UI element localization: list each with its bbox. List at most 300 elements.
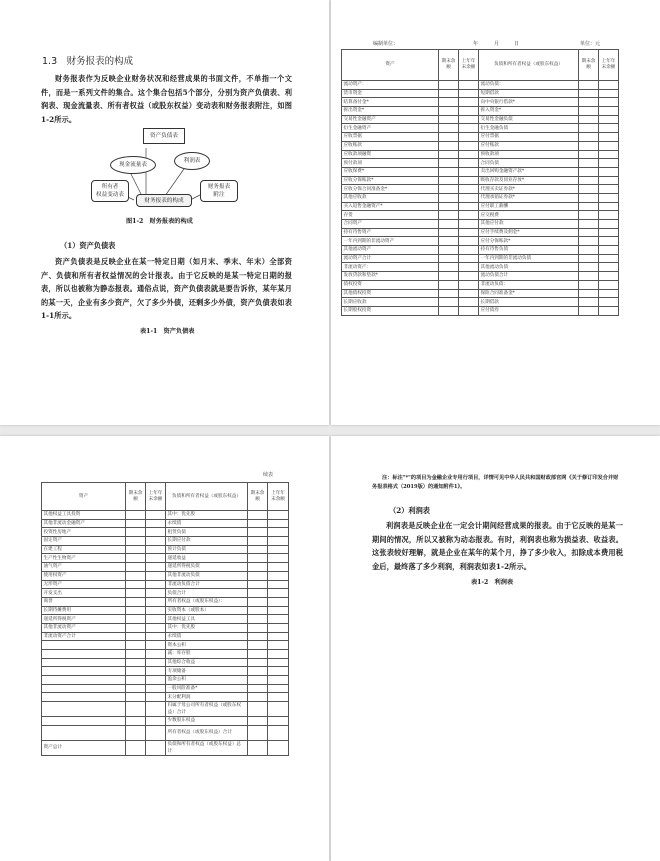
amount-cell	[268, 693, 289, 702]
asset-cell: 固定资产	[42, 537, 126, 546]
amount-cell	[248, 537, 268, 546]
amount-cell	[459, 254, 479, 263]
amount-cell	[146, 528, 166, 537]
amount-cell	[248, 717, 268, 726]
amount-cell	[579, 298, 599, 307]
continued-label: 续表	[263, 472, 274, 478]
amount-cell	[248, 667, 268, 676]
amount-cell	[599, 254, 619, 263]
amount-cell	[146, 725, 166, 740]
balance-sheet-table-continued	[41, 482, 289, 756]
liability-cell: 一般风险准备*	[166, 684, 248, 693]
amount-cell	[146, 740, 166, 755]
asset-cell: 预付款项	[342, 159, 439, 168]
amount-cell	[579, 237, 599, 246]
equity-change-node: 所有者 权益变动表	[91, 180, 129, 202]
body-paragraph: 资产负债表是反映企业在某一特定日期（如月末、季末、年末）全部资产、负债和所有者权益情况的会计报表。由于它反映的是某一特定日期的报表，所以也被称为静态报表。通俗点说，资产负债表就是要告诉你，某年某月的某一天，企业有多少资产，欠了多少外债，还剩多少外债，资产负债表如表1-1所示。	[41, 257, 292, 321]
amount-cell	[126, 606, 146, 615]
asset-cell	[42, 650, 126, 659]
liability-cell: 负债和所有者权益（或股东权益）总计	[166, 740, 248, 755]
amount-cell	[459, 107, 479, 116]
amount-cell	[599, 289, 619, 298]
amount-cell	[439, 306, 459, 315]
amount-cell	[579, 280, 599, 289]
liability-cell: 代理买卖证券款*	[479, 185, 579, 194]
day-label: 日	[514, 41, 520, 47]
liability-cell: 拆入资金*	[479, 107, 579, 116]
asset-cell: 存货	[342, 211, 439, 220]
asset-cell: 非流动资产：	[342, 263, 439, 272]
liability-cell: 衍生金融负债	[479, 124, 579, 133]
asset-cell: 其他债权投资	[342, 289, 439, 298]
amount-cell	[268, 740, 289, 755]
table-row	[342, 237, 619, 246]
amount-cell	[459, 211, 479, 220]
amount-cell	[579, 115, 599, 124]
table-row	[42, 650, 289, 659]
liability-cell: 应付票据	[479, 133, 579, 142]
amount-cell	[439, 167, 459, 176]
asset-cell: 流动资产合计	[342, 254, 439, 263]
asset-cell	[42, 702, 126, 717]
asset-cell	[42, 658, 126, 667]
table-row	[342, 298, 619, 307]
liability-cell: 盈余公积	[166, 676, 248, 685]
amount-cell	[126, 717, 146, 726]
amount-cell	[439, 98, 459, 107]
amount-cell	[248, 597, 268, 606]
amount-cell	[248, 676, 268, 685]
amount-cell	[248, 623, 268, 632]
table-row	[42, 667, 289, 676]
amount-cell	[268, 725, 289, 740]
amount-cell	[268, 641, 289, 650]
asset-cell: 其他流动资产	[342, 246, 439, 255]
amount-cell	[599, 159, 619, 168]
table-row	[342, 115, 619, 124]
amount-cell	[268, 589, 289, 598]
liability-cell: 吸收存款及同业存放*	[479, 176, 579, 185]
asset-cell: 长期待摊费用	[42, 606, 126, 615]
liability-cell: 短期借款	[479, 89, 579, 98]
amount-cell	[459, 246, 479, 255]
amount-cell	[126, 641, 146, 650]
amount-cell	[146, 597, 166, 606]
table-row	[42, 580, 289, 589]
asset-cell: 其他应收款	[342, 193, 439, 202]
amount-cell	[599, 81, 619, 90]
asset-cell: 油气资产	[42, 563, 126, 572]
liability-cell: 少数股东权益	[166, 717, 248, 726]
liability-cell: 代理承销证券款*	[479, 193, 579, 202]
amount-cell	[459, 220, 479, 229]
amount-cell	[146, 589, 166, 598]
table-row	[342, 228, 619, 237]
figure-caption: 图1-2 财务报表的构成	[126, 218, 193, 225]
amount-cell	[439, 237, 459, 246]
liability-cell: 实收资本（或股本）	[166, 606, 248, 615]
liability-cell: 递延所得税负债	[166, 563, 248, 572]
table-row	[342, 193, 619, 202]
amount-cell	[579, 193, 599, 202]
table-row	[42, 717, 289, 726]
liability-cell: 其他综合收益	[166, 658, 248, 667]
amount-cell	[459, 298, 479, 307]
table-row	[342, 167, 619, 176]
amount-cell	[268, 632, 289, 641]
amount-cell	[268, 519, 289, 528]
asset-cell: 递延所得税资产	[42, 615, 126, 624]
page-1	[0, 0, 329, 425]
amount-cell	[439, 289, 459, 298]
amount-cell	[126, 702, 146, 717]
table-row	[42, 740, 289, 755]
amount-cell	[579, 263, 599, 272]
amount-cell	[579, 167, 599, 176]
asset-cell: 应收分保合同准备金*	[342, 185, 439, 194]
amount-cell	[459, 141, 479, 150]
amount-cell	[439, 280, 459, 289]
table-row	[342, 211, 619, 220]
section-title: 1.3 财务报表的构成	[42, 56, 134, 67]
amount-cell	[248, 740, 268, 755]
balance-sheet-node: 资产负债表	[143, 128, 185, 144]
balance-sheet-table	[341, 49, 619, 316]
currency-label: 单位：元	[580, 41, 601, 47]
amount-cell	[439, 211, 459, 220]
amount-cell	[248, 554, 268, 563]
amount-cell	[248, 693, 268, 702]
amount-cell	[248, 511, 268, 520]
amount-cell	[268, 597, 289, 606]
asset-cell: 长期应收款	[342, 298, 439, 307]
amount-cell	[146, 554, 166, 563]
amount-cell	[146, 676, 166, 685]
amount-cell	[146, 717, 166, 726]
amount-cell	[146, 580, 166, 589]
header-end-balance: 期末余额	[126, 483, 146, 511]
amount-cell	[126, 623, 146, 632]
asset-cell: 资产总计	[42, 740, 126, 755]
amount-cell	[579, 124, 599, 133]
amount-cell	[439, 124, 459, 133]
header-liabilities: 负债和所有者权益（或股东权益）	[479, 50, 579, 81]
liability-cell: 其他权益工具	[166, 615, 248, 624]
asset-cell: 发放贷款和垫款*	[342, 272, 439, 281]
table-row	[42, 563, 289, 572]
asset-cell: 应收分保账款*	[342, 176, 439, 185]
header-end-balance-2: 期末余额	[579, 50, 599, 81]
amount-cell	[126, 740, 146, 755]
amount-cell	[459, 115, 479, 124]
table-row	[42, 725, 289, 740]
asset-cell: 投资性房地产	[42, 528, 126, 537]
asset-cell: 应收保费*	[342, 167, 439, 176]
liability-cell: 应付手续费及佣金*	[479, 228, 579, 237]
amount-cell	[579, 150, 599, 159]
amount-cell	[599, 185, 619, 194]
amount-cell	[459, 263, 479, 272]
table-row	[342, 176, 619, 185]
amount-cell	[126, 528, 146, 537]
amount-cell	[599, 133, 619, 142]
amount-cell	[439, 193, 459, 202]
amount-cell	[146, 684, 166, 693]
asset-cell: 商誉	[42, 597, 126, 606]
table-row	[342, 202, 619, 211]
table-row	[42, 537, 289, 546]
amount-cell	[579, 246, 599, 255]
amount-cell	[599, 98, 619, 107]
amount-cell	[579, 202, 599, 211]
amount-cell	[268, 554, 289, 563]
liability-cell: 其中：优先股	[166, 511, 248, 520]
amount-cell	[459, 133, 479, 142]
table-row	[42, 615, 289, 624]
table-row	[42, 519, 289, 528]
table-row	[42, 606, 289, 615]
asset-cell: 买入返售金融资产*	[342, 202, 439, 211]
amount-cell	[579, 89, 599, 98]
notes-node: 财务报表 附注	[200, 180, 238, 202]
table-row	[42, 589, 289, 598]
asset-cell	[42, 676, 126, 685]
liability-cell: 专项储备	[166, 667, 248, 676]
amount-cell	[459, 176, 479, 185]
amount-cell	[126, 545, 146, 554]
liability-cell: 卖出回购金融资产款*	[479, 167, 579, 176]
asset-cell: 一年内到期的非流动资产	[342, 237, 439, 246]
header-prior-balance: 上年年末余额	[146, 483, 166, 511]
asset-cell: 应收票据	[342, 133, 439, 142]
liability-cell: 应付债券	[479, 306, 579, 315]
asset-cell	[42, 684, 126, 693]
table-row	[342, 272, 619, 281]
amount-cell	[579, 185, 599, 194]
table-row	[42, 545, 289, 554]
amount-cell	[599, 193, 619, 202]
amount-cell	[126, 589, 146, 598]
amount-cell	[146, 702, 166, 717]
table-row	[42, 702, 289, 717]
amount-cell	[146, 650, 166, 659]
asset-cell: 开发支出	[42, 589, 126, 598]
liability-cell: 应交税费	[479, 211, 579, 220]
amount-cell	[268, 545, 289, 554]
asset-cell: 拆出资金*	[342, 107, 439, 116]
table-row	[42, 597, 289, 606]
amount-cell	[126, 684, 146, 693]
amount-cell	[126, 537, 146, 546]
amount-cell	[126, 511, 146, 520]
asset-cell: 合同资产	[342, 220, 439, 229]
liability-cell: 应付职工薪酬	[479, 202, 579, 211]
liability-cell: 资本公积	[166, 641, 248, 650]
amount-cell	[599, 202, 619, 211]
amount-cell	[459, 124, 479, 133]
table-row	[42, 641, 289, 650]
amount-cell	[126, 632, 146, 641]
liability-cell: 其中：优先股	[166, 623, 248, 632]
asset-cell: 流动资产：	[342, 81, 439, 90]
amount-cell	[599, 141, 619, 150]
amount-cell	[459, 167, 479, 176]
amount-cell	[146, 519, 166, 528]
amount-cell	[268, 702, 289, 717]
amount-cell	[248, 641, 268, 650]
amount-cell	[268, 623, 289, 632]
amount-cell	[146, 632, 166, 641]
amount-cell	[248, 519, 268, 528]
liability-cell: 一年内到期的非流动负债	[479, 254, 579, 263]
asset-cell	[42, 725, 126, 740]
amount-cell	[599, 167, 619, 176]
amount-cell	[439, 150, 459, 159]
amount-cell	[248, 563, 268, 572]
asset-cell: 生产性生物资产	[42, 554, 126, 563]
liability-cell: 永续债	[166, 632, 248, 641]
header-liabilities: 负债和所有者权益（或股东权益）	[166, 483, 248, 511]
amount-cell	[146, 615, 166, 624]
asset-cell: 长期股权投资	[342, 306, 439, 315]
amount-cell	[439, 89, 459, 98]
amount-cell	[248, 528, 268, 537]
liability-cell: 租赁负债	[166, 528, 248, 537]
asset-cell: 使用权资产	[42, 571, 126, 580]
table-row	[42, 684, 289, 693]
table-row	[42, 658, 289, 667]
table-row	[342, 150, 619, 159]
table-body	[42, 511, 289, 756]
amount-cell	[439, 107, 459, 116]
amount-cell	[599, 280, 619, 289]
amount-cell	[459, 306, 479, 315]
amount-cell	[459, 272, 479, 281]
liability-cell: 非流动负债：	[479, 280, 579, 289]
amount-cell	[248, 684, 268, 693]
amount-cell	[599, 237, 619, 246]
amount-cell	[439, 159, 459, 168]
amount-cell	[248, 545, 268, 554]
amount-cell	[126, 571, 146, 580]
table-row	[42, 571, 289, 580]
amount-cell	[439, 81, 459, 90]
center-node: 财务报表的构成	[136, 194, 192, 207]
year-label: 年	[473, 41, 479, 47]
asset-cell: 交易性金融资产	[342, 115, 439, 124]
amount-cell	[126, 597, 146, 606]
amount-cell	[579, 176, 599, 185]
amount-cell	[599, 246, 619, 255]
table-row	[342, 185, 619, 194]
amount-cell	[268, 528, 289, 537]
asset-cell: 货币资金	[342, 89, 439, 98]
header-end-balance: 期末余额	[439, 50, 459, 81]
amount-cell	[579, 289, 599, 298]
amount-cell	[579, 133, 599, 142]
amount-cell	[126, 667, 146, 676]
amount-cell	[248, 571, 268, 580]
amount-cell	[268, 511, 289, 520]
asset-cell	[42, 693, 126, 702]
subsection-title: （1）资产负债表	[60, 241, 116, 250]
amount-cell	[126, 725, 146, 740]
amount-cell	[459, 228, 479, 237]
table-row	[342, 89, 619, 98]
amount-cell	[579, 211, 599, 220]
amount-cell	[579, 141, 599, 150]
amount-cell	[248, 589, 268, 598]
liability-cell: 所有者权益（或股东权益）合计	[166, 725, 248, 740]
amount-cell	[599, 263, 619, 272]
table-row	[342, 98, 619, 107]
amount-cell	[439, 220, 459, 229]
amount-cell	[579, 228, 599, 237]
amount-cell	[268, 676, 289, 685]
amount-cell	[126, 580, 146, 589]
structure-diagram	[90, 128, 240, 208]
amount-cell	[599, 89, 619, 98]
asset-cell: 持有待售资产	[342, 228, 439, 237]
table-row	[42, 693, 289, 702]
table-row	[342, 263, 619, 272]
amount-cell	[268, 571, 289, 580]
month-label: 月	[494, 41, 500, 47]
subsection-title: （2）利润表	[389, 506, 430, 515]
liability-cell: 长期借款	[479, 298, 579, 307]
liability-cell: 应付分保账款*	[479, 237, 579, 246]
liability-cell: 保险合同准备金*	[479, 289, 579, 298]
header-prior-balance: 上年年末余额	[459, 50, 479, 81]
liability-cell: 其他流动负债	[479, 263, 579, 272]
amount-cell	[126, 693, 146, 702]
amount-cell	[599, 124, 619, 133]
liability-cell: 交易性金融负债	[479, 115, 579, 124]
amount-cell	[439, 141, 459, 150]
amount-cell	[439, 228, 459, 237]
amount-cell	[459, 193, 479, 202]
amount-cell	[268, 606, 289, 615]
table-row	[42, 528, 289, 537]
intro-paragraph: 财务报表作为反映企业财务状况和经营成果的书面文件，不单指一个文件，而是一系列文件的集合。这个集合包括5个部分，分别为资产负债表、利润表、现金流量表、所有者权益（或股东权益）变动表和财务报表附注，如图1-2所示。	[41, 74, 292, 124]
amount-cell	[126, 563, 146, 572]
table-caption: 表1-2 利润表	[471, 579, 514, 586]
asset-cell: 无形资产	[42, 580, 126, 589]
amount-cell	[126, 676, 146, 685]
asset-cell: 衍生金融资产	[342, 124, 439, 133]
amount-cell	[268, 667, 289, 676]
amount-cell	[268, 650, 289, 659]
amount-cell	[459, 81, 479, 90]
amount-cell	[146, 641, 166, 650]
liability-cell: 预收款项	[479, 150, 579, 159]
amount-cell	[459, 237, 479, 246]
liability-cell: 非流动负债合计	[166, 580, 248, 589]
asset-cell: 应收款项融资	[342, 150, 439, 159]
amount-cell	[126, 658, 146, 667]
footnote: 注：标注"*"的项目为金融企业专用行项目，详情可见中华人民共和国财政部官网《关于修订印发合并财务报表格式（2019版）的通知附件1》。	[372, 475, 619, 490]
amount-cell	[248, 632, 268, 641]
liability-cell: 减：库存股	[166, 650, 248, 659]
amount-cell	[248, 580, 268, 589]
liability-cell: 长期应付款	[166, 537, 248, 546]
table-row	[42, 554, 289, 563]
table-row	[342, 306, 619, 315]
liability-cell: 所有者权益（或股东权益）：	[166, 597, 248, 606]
amount-cell	[599, 176, 619, 185]
table-row	[342, 289, 619, 298]
body-paragraph: 利润表是反映企业在一定会计期间经营成果的报表。由于它反映的是某一期间的情况，所以又被称为动态报表。有时，利润表也称为损益表、收益表。这张表较好理解，就是企业在某年的某个月，挣了多少收入，扣除成本费用税金后，最终落了多少利润，利润表如表1-2所示。	[372, 521, 623, 571]
